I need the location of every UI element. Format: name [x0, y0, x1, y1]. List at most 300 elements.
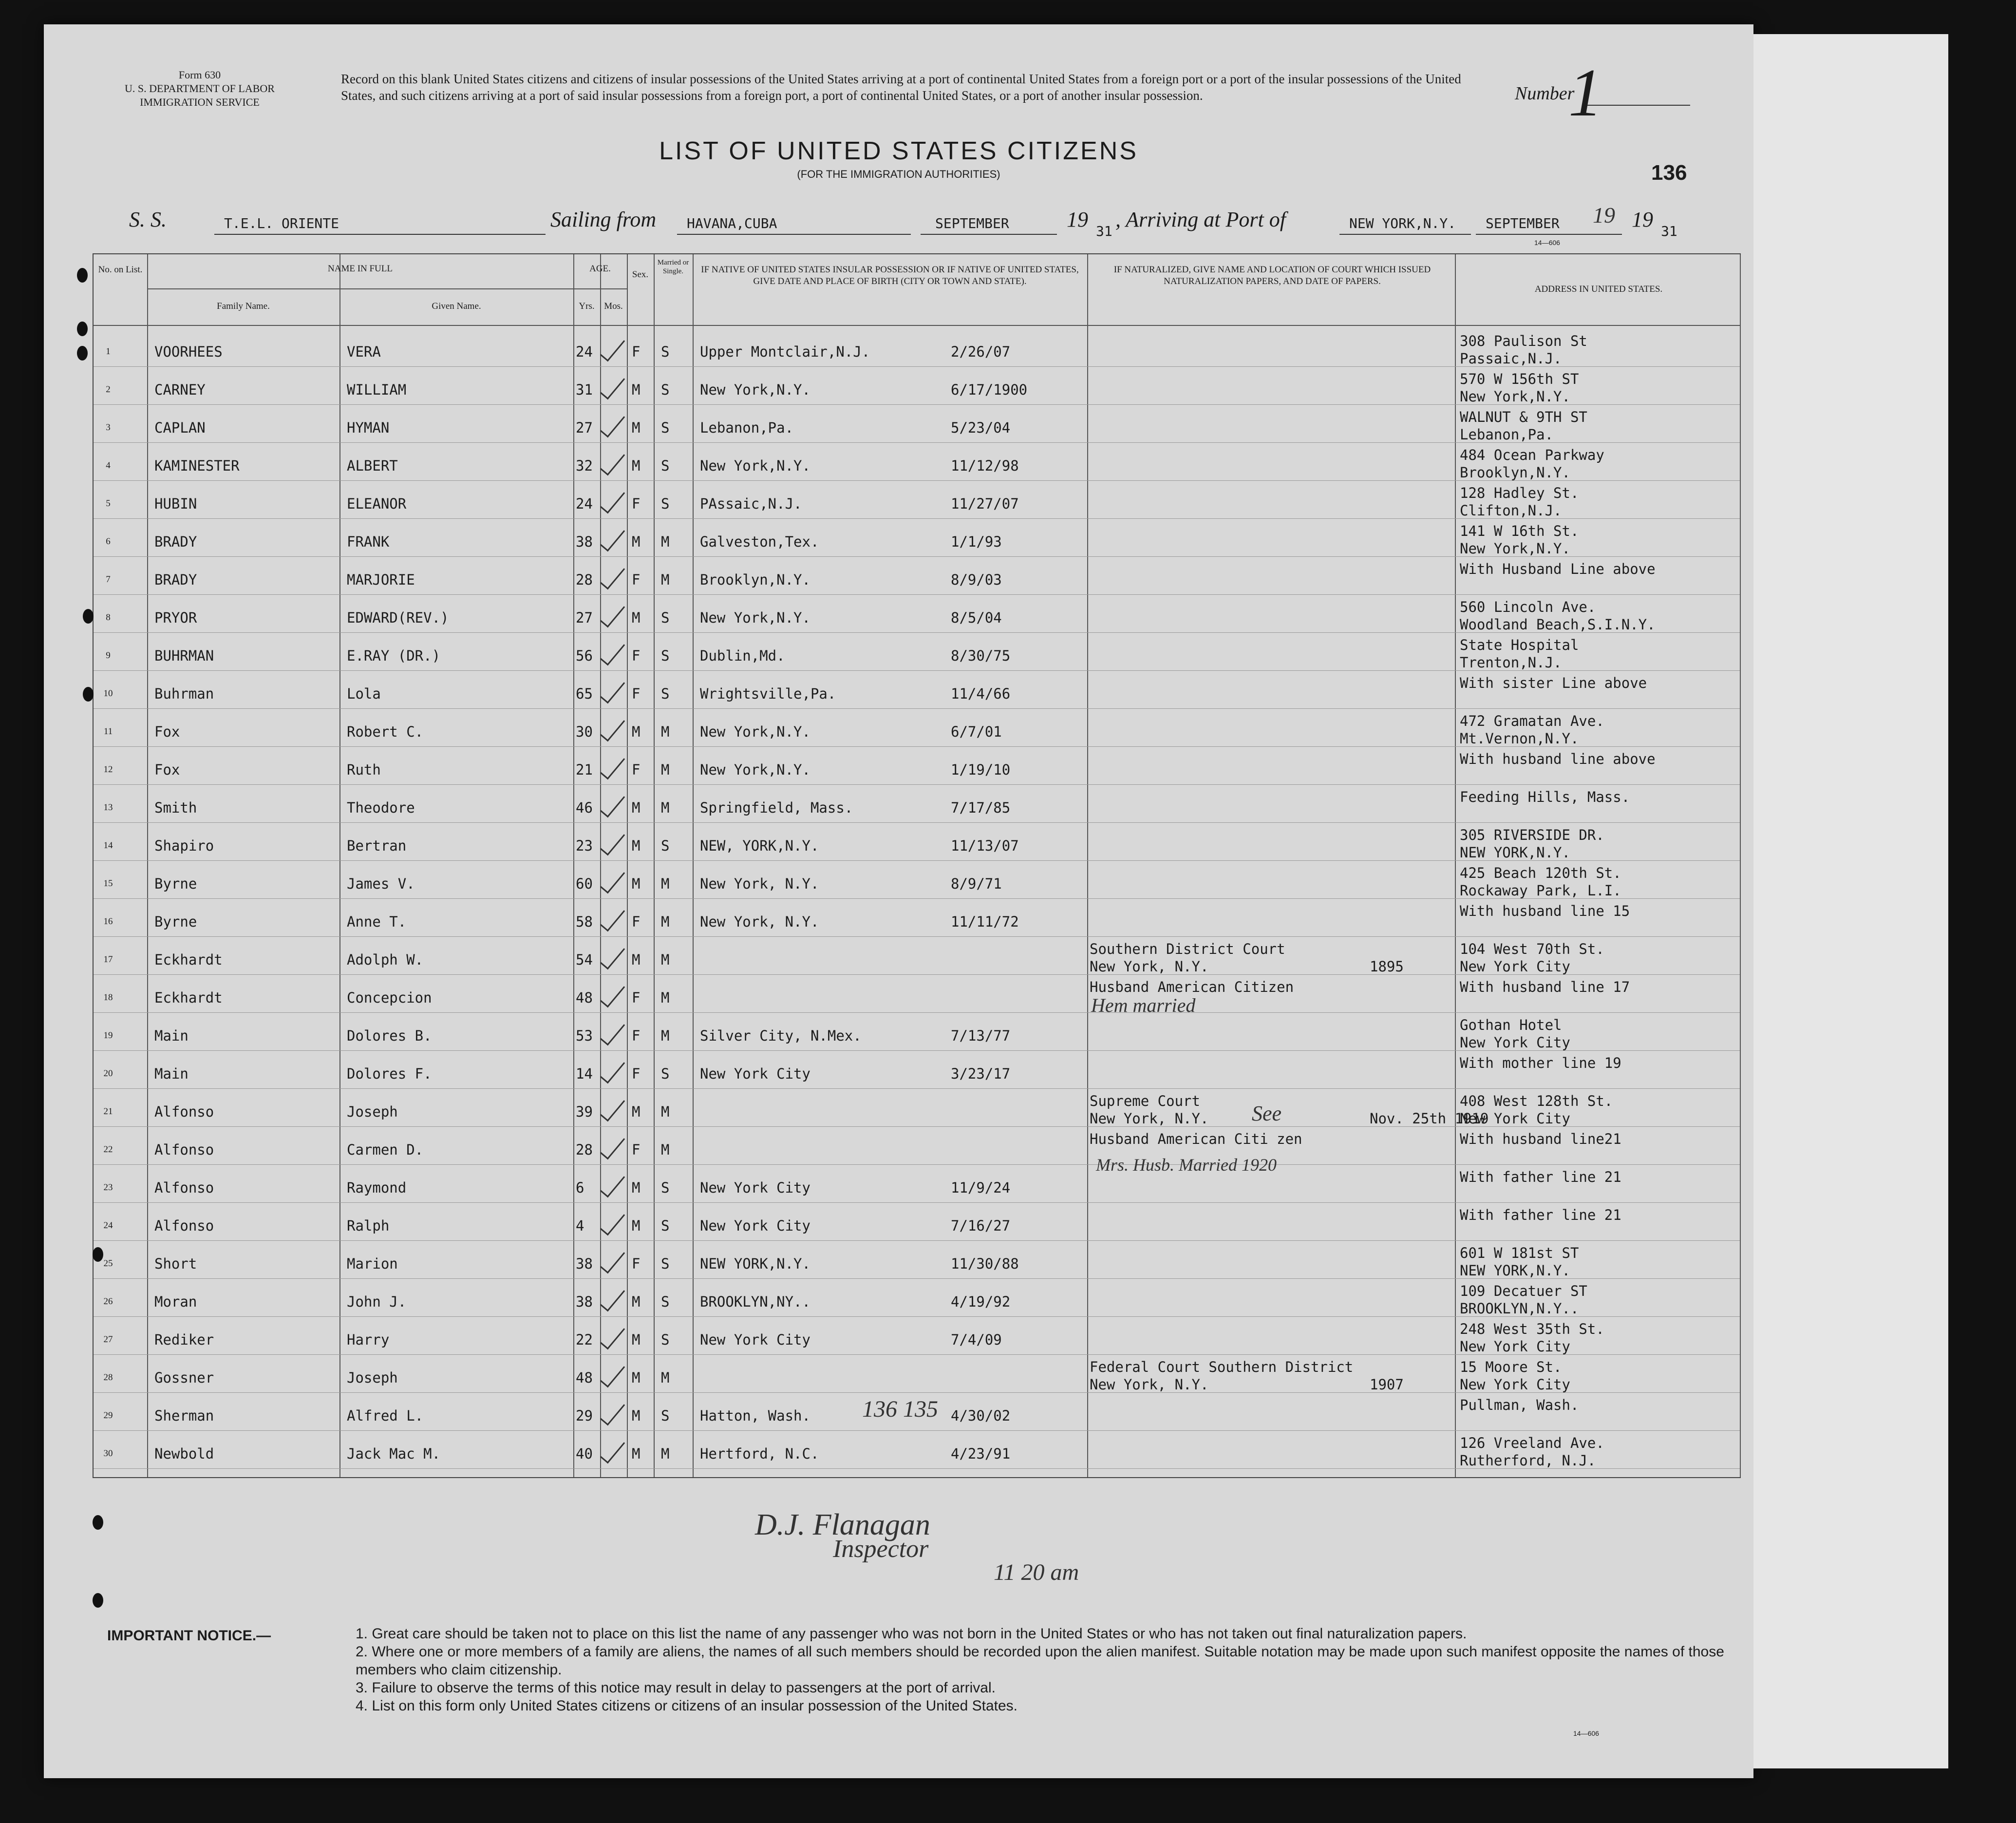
- cell-n: 6: [106, 536, 111, 547]
- cell-age: 24: [576, 495, 593, 512]
- row-rule: [94, 1430, 1740, 1431]
- cell-family: Alfonso: [154, 1217, 214, 1234]
- cell-place: New York City: [700, 1179, 810, 1196]
- col-mos: Mos.: [604, 301, 623, 311]
- cell-natdate: 1907: [1370, 1376, 1404, 1393]
- col-sex: Sex.: [632, 269, 649, 280]
- cell-sex: F: [632, 647, 641, 664]
- cell-age: 48: [576, 989, 593, 1006]
- cell-given: Lola: [347, 685, 381, 702]
- cell-nat1: Supreme Court: [1090, 1093, 1200, 1109]
- cell-given: Anne T.: [347, 913, 407, 930]
- cell-family: Eckhardt: [154, 951, 223, 968]
- cell-addr1: With husband line21: [1460, 1131, 1621, 1147]
- cell-addr1: With father line 21: [1460, 1169, 1621, 1185]
- service: IMMIGRATION SERVICE: [140, 96, 260, 108]
- cell-sex: M: [632, 533, 641, 550]
- cell-age: 24: [576, 343, 593, 360]
- cell-addr2: New York City: [1460, 1034, 1570, 1051]
- port-to-underline: [1339, 234, 1471, 235]
- cell-given: Concepcion: [347, 989, 432, 1006]
- cell-given: VERA: [347, 343, 381, 360]
- cell-place: Wrightsville,Pa.: [700, 685, 836, 702]
- cell-sex: F: [632, 1027, 641, 1044]
- cell-n: 5: [106, 498, 111, 509]
- cell-date: 5/23/04: [951, 419, 1011, 436]
- col-divider: [1455, 254, 1456, 1477]
- cell-ms: S: [661, 1255, 670, 1272]
- cell-ms: S: [661, 837, 670, 854]
- cell-nat2: New York, N.Y.: [1090, 958, 1209, 975]
- cell-age: 22: [576, 1331, 593, 1348]
- check-mark-icon: [600, 335, 625, 362]
- next-page-edge: [1753, 34, 1948, 1768]
- cell-date: 1/19/10: [951, 761, 1011, 778]
- cell-n: 10: [103, 688, 113, 699]
- cell-sex: F: [632, 685, 641, 702]
- check-mark-icon: [600, 373, 625, 400]
- cell-family: KAMINESTER: [154, 457, 240, 474]
- cell-addr2: Trenton,N.J.: [1460, 654, 1562, 671]
- cell-addr2: BROOKLYN,N.Y..: [1460, 1300, 1579, 1317]
- month-from: SEPTEMBER: [935, 215, 1009, 231]
- cell-ms: S: [661, 609, 670, 626]
- cell-ms: S: [661, 1179, 670, 1196]
- check-mark-icon: [600, 639, 625, 666]
- cell-date: 11/4/66: [951, 685, 1011, 702]
- cell-age: 58: [576, 913, 593, 930]
- cell-given: Alfred L.: [347, 1407, 424, 1424]
- cell-given: Harry: [347, 1331, 390, 1348]
- cell-n: 30: [103, 1448, 113, 1459]
- row-rule: [94, 708, 1740, 709]
- check-mark-icon: [600, 1209, 625, 1236]
- cell-place: New York City: [700, 1331, 810, 1348]
- check-mark-icon: [600, 1361, 625, 1388]
- cell-ms: S: [661, 1217, 670, 1234]
- passenger-table: [93, 253, 1741, 1478]
- cell-family: Sherman: [154, 1407, 214, 1424]
- cell-nat2: New York, N.Y.: [1090, 1376, 1209, 1393]
- check-mark-icon: [600, 981, 625, 1008]
- cell-n: 4: [106, 460, 111, 471]
- cell-addr1: 109 Decatuer ST: [1460, 1283, 1587, 1299]
- col-divider: [339, 254, 340, 1477]
- check-mark-icon: [600, 1019, 625, 1046]
- cell-sex: F: [632, 989, 641, 1006]
- notice-title: IMPORTANT NOTICE.—: [107, 1628, 271, 1644]
- row-rule: [94, 1164, 1740, 1165]
- col-divider: [693, 254, 694, 1477]
- cell-given: FRANK: [347, 533, 390, 550]
- cell-given: Marion: [347, 1255, 398, 1272]
- cell-ms: M: [661, 1445, 670, 1462]
- cell-addr1: 128 Hadley St.: [1460, 485, 1579, 501]
- check-mark-icon: [600, 943, 625, 970]
- inspection-time: 11 20 am: [994, 1559, 1079, 1585]
- cell-ms: M: [661, 571, 670, 588]
- cell-family: Gossner: [154, 1369, 214, 1386]
- punch-hole: [77, 322, 88, 336]
- check-mark-icon: [600, 1247, 625, 1274]
- cell-given: WILLIAM: [347, 381, 407, 398]
- cell-date: 6/17/1900: [951, 381, 1028, 398]
- cell-sex: M: [632, 723, 641, 740]
- cell-n: 17: [103, 954, 113, 965]
- cell-n: 13: [103, 802, 113, 813]
- row-rule: [94, 1088, 1740, 1089]
- arriving-label: , Arriving at Port of: [1115, 208, 1286, 231]
- cell-n: 22: [103, 1144, 113, 1155]
- cell-place: Upper Montclair,N.J.: [700, 343, 870, 360]
- cell-family: Shapiro: [154, 837, 214, 854]
- cell-ms: S: [661, 457, 670, 474]
- punch-hole: [83, 609, 94, 624]
- cell-date: 3/23/17: [951, 1065, 1011, 1082]
- page-stamp: 136: [1651, 161, 1687, 185]
- document-subtitle: (FOR THE IMMIGRATION AUTHORITIES): [797, 168, 1000, 180]
- month-to: SEPTEMBER: [1486, 215, 1560, 231]
- row-rule: [94, 822, 1740, 823]
- cell-addr2: NEW YORK,N.Y.: [1460, 1262, 1570, 1279]
- cell-sex: M: [632, 1407, 641, 1424]
- cell-ms: S: [661, 419, 670, 436]
- cell-addr2: Woodland Beach,S.I.N.Y.: [1460, 616, 1656, 633]
- cell-family: Moran: [154, 1293, 197, 1310]
- cell-n: 9: [106, 650, 111, 661]
- cell-addr2: Passaic,N.J.: [1460, 350, 1562, 367]
- cell-place: Brooklyn,N.Y.: [700, 571, 810, 588]
- cell-family: Alfonso: [154, 1103, 214, 1120]
- cell-age: 53: [576, 1027, 593, 1044]
- cell-age: 23: [576, 837, 593, 854]
- cell-addr2: New York,N.Y.: [1460, 388, 1570, 405]
- cell-given: Ruth: [347, 761, 381, 778]
- cell-sex: F: [632, 343, 641, 360]
- cell-addr1: Gothan Hotel: [1460, 1017, 1562, 1033]
- cell-ms: S: [661, 495, 670, 512]
- cell-age: 31: [576, 381, 593, 398]
- cell-addr2: NEW YORK,N.Y.: [1460, 844, 1570, 861]
- cell-addr1: 248 West 35th St.: [1460, 1321, 1604, 1337]
- col-divider: [654, 254, 655, 1477]
- check-mark-icon: [600, 905, 625, 932]
- document-title: LIST OF UNITED STATES CITIZENS: [659, 137, 1138, 165]
- ship-underline: [214, 234, 546, 235]
- cell-addr1: With sister Line above: [1460, 675, 1647, 691]
- check-mark-icon: [600, 829, 625, 856]
- cell-given: Jack Mac M.: [347, 1445, 441, 1462]
- cell-age: 14: [576, 1065, 593, 1082]
- cell-place: NEW, YORK,N.Y.: [700, 837, 819, 854]
- cell-date: 8/30/75: [951, 647, 1011, 664]
- cell-n: 15: [103, 878, 113, 889]
- cell-family: Byrne: [154, 875, 197, 892]
- cell-given: Ralph: [347, 1217, 390, 1234]
- cell-addr1: 560 Lincoln Ave.: [1460, 599, 1596, 615]
- check-mark-icon: [600, 677, 625, 704]
- cell-n: 28: [103, 1372, 113, 1383]
- cell-place: New York, N.Y.: [700, 913, 819, 930]
- cell-age: 4: [576, 1217, 584, 1234]
- cell-n: 1: [106, 346, 111, 357]
- cell-given: Theodore: [347, 799, 415, 816]
- check-mark-icon: [600, 1133, 625, 1160]
- cell-family: Main: [154, 1065, 188, 1082]
- cell-ms: M: [661, 723, 670, 740]
- cell-given: ELEANOR: [347, 495, 407, 512]
- header-split: [147, 288, 627, 289]
- cell-family: Short: [154, 1255, 197, 1272]
- cell-ms: M: [661, 1141, 670, 1158]
- check-mark-icon: [600, 1437, 625, 1464]
- check-mark-icon: [600, 1285, 625, 1312]
- cell-age: 27: [576, 419, 593, 436]
- cell-age: 21: [576, 761, 593, 778]
- cell-family: HUBIN: [154, 495, 197, 512]
- cell-addr1: 308 Paulison St: [1460, 333, 1587, 349]
- punch-hole: [77, 346, 88, 361]
- col-divider: [627, 254, 628, 1477]
- cell-given: Raymond: [347, 1179, 407, 1196]
- check-mark-icon: [600, 1171, 625, 1198]
- cell-addr1: 15 Moore St.: [1460, 1359, 1562, 1375]
- cell-place: New York City: [700, 1065, 810, 1082]
- cell-given: Joseph: [347, 1103, 398, 1120]
- cell-family: Fox: [154, 761, 180, 778]
- cell-place: NEW YORK,N.Y.: [700, 1255, 810, 1272]
- cell-place: New York,N.Y.: [700, 457, 810, 474]
- cell-family: Fox: [154, 723, 180, 740]
- cell-place: New York,N.Y.: [700, 761, 810, 778]
- cell-n: 16: [103, 916, 113, 927]
- cell-nat1: Husband American Citizen: [1090, 979, 1294, 995]
- cell-given: MARJORIE: [347, 571, 415, 588]
- port-from-underline: [677, 234, 911, 235]
- col-divider: [573, 254, 574, 1477]
- cell-sex: F: [632, 761, 641, 778]
- check-mark-icon: [600, 601, 625, 628]
- handwritten-married-note: Hem married: [1091, 994, 1196, 1016]
- cell-addr1: With Husband Line above: [1460, 561, 1656, 577]
- cell-age: 38: [576, 1255, 593, 1272]
- inspector-title: Inspector: [833, 1535, 929, 1563]
- cell-ms: M: [661, 875, 670, 892]
- cell-addr2: New York,N.Y.: [1460, 540, 1570, 557]
- cell-addr2: Mt.Vernon,N.Y.: [1460, 730, 1579, 747]
- col-naturalized: IF NATURALIZED, GIVE NAME AND LOCATION OF COURT WHICH ISSUED NATURALIZATION PAPERS, AND DATE OF PAPERS.: [1113, 265, 1431, 286]
- cell-age: 28: [576, 571, 593, 588]
- cell-n: 20: [103, 1068, 113, 1079]
- cell-n: 29: [103, 1410, 113, 1421]
- cell-family: Eckhardt: [154, 989, 223, 1006]
- cell-sex: M: [632, 875, 641, 892]
- cell-date: 11/13/07: [951, 837, 1019, 854]
- cell-nat1: Southern District Court: [1090, 941, 1285, 957]
- year-suffix-2: 31: [1661, 223, 1677, 239]
- cell-given: HYMAN: [347, 419, 390, 436]
- cell-addr1: 601 W 181st ST: [1460, 1245, 1579, 1261]
- cell-age: 56: [576, 647, 593, 664]
- cell-sex: M: [632, 1369, 641, 1386]
- cell-addr2: Lebanon,Pa.: [1460, 426, 1554, 443]
- cell-given: James V.: [347, 875, 415, 892]
- punch-hole: [93, 1515, 103, 1530]
- cell-age: 28: [576, 1141, 593, 1158]
- punch-hole: [77, 268, 88, 283]
- ship-name: T.E.L. ORIENTE: [224, 215, 339, 231]
- check-mark-icon: [600, 1095, 625, 1122]
- cell-date: 7/16/27: [951, 1217, 1011, 1234]
- cell-family: CARNEY: [154, 381, 206, 398]
- check-mark-icon: [600, 1323, 625, 1350]
- cell-ms: S: [661, 381, 670, 398]
- cell-date: 7/13/77: [951, 1027, 1011, 1044]
- notice-item-3: 3. Failure to observe the terms of this notice may result in delay to passengers at the port of arrival.: [356, 1680, 996, 1696]
- manifest-page: [44, 24, 1753, 1778]
- cell-sex: M: [632, 799, 641, 816]
- cell-family: PRYOR: [154, 609, 197, 626]
- row-rule: [94, 1240, 1740, 1241]
- col-family: Family Name.: [217, 301, 270, 311]
- cell-sex: M: [632, 1293, 641, 1310]
- cell-addr2: Rockaway Park, L.I.: [1460, 882, 1621, 899]
- cell-ms: S: [661, 1331, 670, 1348]
- cell-ms: S: [661, 647, 670, 664]
- port-to: NEW YORK,N.Y.: [1349, 215, 1456, 231]
- cell-family: Main: [154, 1027, 188, 1044]
- cell-age: 40: [576, 1445, 593, 1462]
- cell-sex: F: [632, 495, 641, 512]
- header-bottom: [94, 325, 1740, 326]
- cell-date: 4/30/02: [951, 1407, 1011, 1424]
- cell-addr1: 141 W 16th St.: [1460, 523, 1579, 539]
- cell-date: 4/23/91: [951, 1445, 1011, 1462]
- row-rule: [94, 1012, 1740, 1013]
- handwritten-page-ref: 136 135: [862, 1396, 938, 1422]
- check-mark-icon: [600, 791, 625, 818]
- cell-n: 26: [103, 1296, 113, 1307]
- month-from-underline: [921, 234, 1057, 235]
- cell-family: VOORHEES: [154, 343, 223, 360]
- cell-ms: M: [661, 951, 670, 968]
- cell-addr2: New York City: [1460, 1376, 1570, 1393]
- cell-natdate: 1895: [1370, 958, 1404, 975]
- cell-given: EDWARD(REV.): [347, 609, 449, 626]
- number-value: 1: [1568, 55, 1602, 131]
- notice-code: 14—606: [1573, 1729, 1599, 1737]
- cell-place: BROOKLYN,NY..: [700, 1293, 810, 1310]
- cell-sex: M: [632, 609, 641, 626]
- row-rule: [94, 594, 1740, 595]
- cell-addr1: WALNUT & 9TH ST: [1460, 409, 1587, 425]
- cell-given: John J.: [347, 1293, 407, 1310]
- cell-place: Silver City, N.Mex.: [700, 1027, 862, 1044]
- cell-nat1: Federal Court Southern District: [1090, 1359, 1354, 1375]
- cell-place: Dublin,Md.: [700, 647, 785, 664]
- col-given: Given Name.: [432, 301, 481, 311]
- cell-given: Adolph W.: [347, 951, 424, 968]
- cell-addr1: With mother line 19: [1460, 1055, 1621, 1071]
- handwritten-married-1920: Mrs. Husb. Married 1920: [1096, 1155, 1277, 1175]
- cell-place: Hertford, N.C.: [700, 1445, 819, 1462]
- cell-given: Carmen D.: [347, 1141, 424, 1158]
- department: U. S. DEPARTMENT OF LABOR: [125, 82, 275, 95]
- notice-item-2: 2. Where one or more members of a family are aliens, the names of all such members should be recorded upon the alien manifest. Suitable notation may be made upon such manifest opposite the names of those members who claim citizenship.: [356, 1644, 1724, 1678]
- cell-age: 32: [576, 457, 593, 474]
- notice-item-1: 1. Great care should be taken not to place on this list the name of any passenger who was not born in the United States or who has not taken out final naturalization papers.: [356, 1626, 1467, 1642]
- cell-place: New York City: [700, 1217, 810, 1234]
- cell-natdate: Nov. 25th 1919: [1370, 1110, 1489, 1127]
- cell-addr1: With husband line 15: [1460, 903, 1630, 919]
- year-prefix-1: 19: [1067, 208, 1088, 231]
- cell-n: 21: [103, 1106, 113, 1117]
- cell-sex: F: [632, 1141, 641, 1158]
- cell-family: BRADY: [154, 533, 197, 550]
- cell-sex: F: [632, 571, 641, 588]
- cell-age: 39: [576, 1103, 593, 1120]
- check-mark-icon: [600, 867, 625, 894]
- cell-place: Hatton, Wash.: [700, 1407, 810, 1424]
- cell-nat1: Husband American Citi zen: [1090, 1131, 1302, 1147]
- cell-addr1: 126 Vreeland Ave.: [1460, 1435, 1604, 1451]
- cell-addr2: New York City: [1460, 1338, 1570, 1355]
- cell-sex: F: [632, 1065, 641, 1082]
- cell-sex: M: [632, 1179, 641, 1196]
- cell-addr1: 472 Gramatan Ave.: [1460, 713, 1604, 729]
- cell-addr1: State Hospital: [1460, 637, 1579, 653]
- cell-addr2: Brooklyn,N.Y.: [1460, 464, 1570, 481]
- cell-addr1: 425 Beach 120th St.: [1460, 865, 1621, 881]
- cell-ms: M: [661, 1027, 670, 1044]
- cell-date: 7/4/09: [951, 1331, 1002, 1348]
- handwritten-see: See: [1252, 1101, 1282, 1125]
- cell-ms: S: [661, 685, 670, 702]
- cell-n: 14: [103, 840, 113, 851]
- col-name-in-full: NAME IN FULL: [328, 264, 393, 274]
- cell-ms: M: [661, 533, 670, 550]
- cell-date: 11/9/24: [951, 1179, 1011, 1196]
- cell-n: 7: [106, 574, 111, 585]
- cell-place: Lebanon,Pa.: [700, 419, 794, 436]
- cell-date: 11/30/88: [951, 1255, 1019, 1272]
- cell-place: New York, N.Y.: [700, 875, 819, 892]
- cell-addr1: 484 Ocean Parkway: [1460, 447, 1604, 463]
- punch-hole: [93, 1247, 103, 1262]
- cell-ms: M: [661, 799, 670, 816]
- col-divider: [600, 254, 601, 1477]
- cell-n: 12: [103, 764, 113, 775]
- cell-place: New York,N.Y.: [700, 381, 810, 398]
- cell-date: 4/19/92: [951, 1293, 1011, 1310]
- cell-given: Bertran: [347, 837, 407, 854]
- cell-given: Dolores B.: [347, 1027, 432, 1044]
- cell-age: 60: [576, 875, 593, 892]
- punch-hole: [93, 1593, 103, 1608]
- cell-date: 8/5/04: [951, 609, 1002, 626]
- cell-n: 24: [103, 1220, 113, 1231]
- cell-place: New York,N.Y.: [700, 723, 810, 740]
- cell-family: Alfonso: [154, 1141, 214, 1158]
- cell-addr2: Clifton,N.J.: [1460, 502, 1562, 519]
- cell-sex: M: [632, 419, 641, 436]
- cell-ms: M: [661, 989, 670, 1006]
- cell-n: 3: [106, 422, 111, 433]
- cell-addr1: 305 RIVERSIDE DR.: [1460, 827, 1604, 843]
- cell-n: 18: [103, 992, 113, 1003]
- year-prefix-2: 19: [1632, 208, 1653, 231]
- inspector-signature: D.J. Flanagan: [755, 1508, 930, 1541]
